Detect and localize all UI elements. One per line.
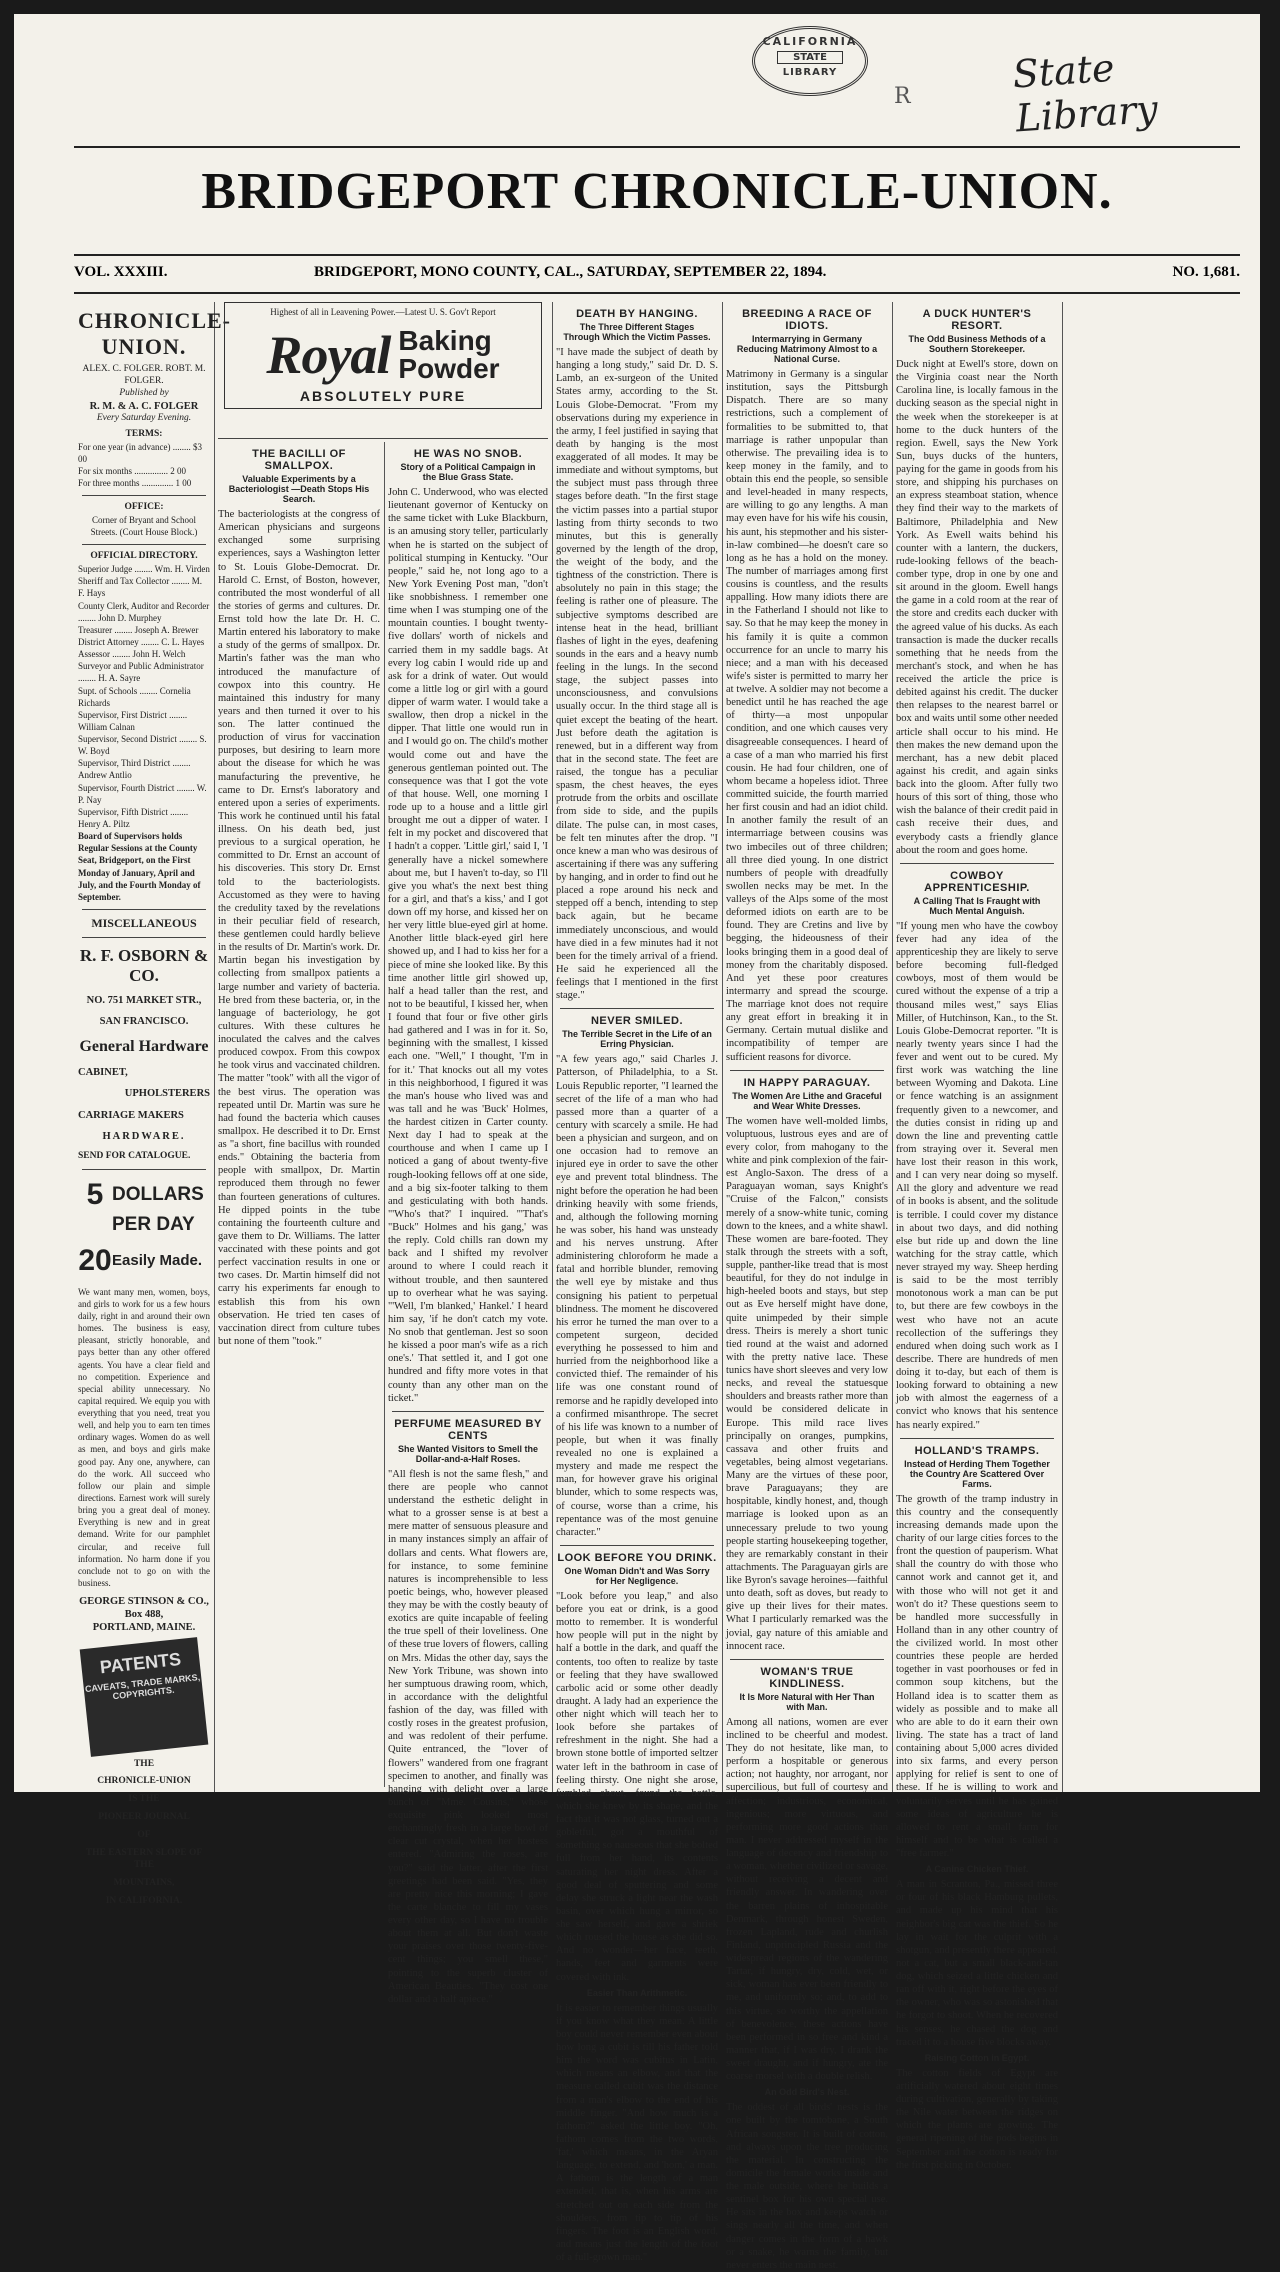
divider	[82, 937, 206, 938]
easily-made: Easily Made.	[112, 1252, 203, 1270]
baking-powder-label: Baking Powder	[398, 325, 500, 385]
article-body: "If young men who have the cowboy fever had any idea of the apprenticeship they are likely to serve before becoming full-fledged cowboys, most of them would be cured without the expense of a trip a thousand miles west," says Elias Miller, of Hutchinson, Kan., to the St. Louis Globe-Democrat reporter. "It is nearly twenty years since I had the fever and went out to be cured. My first work was watching the line between Wyoming and Dakota. Line or fence watching is an assignment frequently given to a newcomer, and the duties consist in riding up and down the line and preventing cattle from straying over it. Several men have lost their reason in this work, and I can very near doing so myself. All the glory and adventure we read of in books is absent, and the solitude is terrible. I could cover my distance in about two days, and did nothing else but ride up and down the line watching for the stray cattle, which never strayed my way. Sheep herding is said to be the most terribly monotonous work a man can be put to, but there are few cowboys in the west who have not an acute recollection of the sufferings they endured when doing such work as I describe. There are hundreds of men doing it to-day, but each of them is looking forward to obtaining a new job with almost the eagerness of a convict who knows that his sentence has nearly expired."	[896, 920, 1058, 1431]
article-headline: DEATH BY HANGING.	[576, 308, 698, 320]
article-subhead: The Terrible Secret in the Life of an Erring Physician.	[562, 1029, 712, 1050]
article-duck-hunter	[896, 302, 1058, 2171]
advertiser-city: SAN FRANCISCO.	[99, 1016, 189, 1028]
directory-entry: Supervisor, First District ........ William Calnan	[78, 709, 188, 732]
article-headline: PERFUME MEASURED BY CENTS	[394, 1417, 542, 1442]
advertiser-address: NO. 751 MARKET STR.,	[86, 995, 202, 1007]
article-subhead: Intermarrying in Germany Reducing Matrimony Almost to a National Curse.	[736, 334, 878, 364]
article-subhead: Easier Than Arithmetic.	[586, 1987, 688, 1998]
masthead-title: BRIDGEPORT CHRONICLE-UNION.	[201, 163, 1113, 220]
easily-row	[78, 1244, 210, 1278]
directory-entry: Supervisor, Third District ........ Andrew Antlio	[78, 758, 191, 781]
publishers: R. M. & A. C. FOLGER	[89, 400, 199, 412]
ad-line-upholsterers: UPHOLSTERERS	[124, 1088, 210, 1100]
hardware-heading: General Hardware	[79, 1038, 209, 1056]
ad-line-cabinet: CABINET,	[78, 1067, 128, 1079]
article-headline: IN HAPPY PARAGUAY.	[743, 1076, 871, 1089]
directory-entry: Supervisor, Fifth District ........ Henry A. Piltz	[78, 806, 189, 830]
pioneer-line: IN CALIFORNIA.	[105, 1895, 183, 1906]
advertiser-name: R. F. OSBORN & CO.	[79, 946, 209, 986]
article-headline: NEVER SMILED.	[590, 1015, 684, 1028]
article-headline: WOMAN'S TRUE KINDLINESS.	[760, 1665, 854, 1690]
article-body: "All flesh is not the same flesh," and there are people who cannot understand the esthetic delight in what to a grosser sense is at best a mere matter of sensuous pleasure and in many instances simply an affair of dollars and cents. What flowers are, for instance, to some feminine natures is incomprehensible to less poetic beings, who, however pleased they may be with the costly beauty of exotics are quite incapable of feeling the true spell of their loveliness. One of these true lovers of flowers, calling on Mrs. Midas the other day, says the New York Tribune, was shown into her sumptuous drawing room, which, in accordance with the delightful fashion of the day, was filled with costly roses in the greatest profusion, and was redolent of their perfume. Quite entranced, the "lover of flowers" wandered from one fragrant specimen to another, and finally was hanging with delight over a large bunch of "Mme. Cousins," whose exquisite pink looked most enchantingly fresh in a large bowl of clear cut crystal, when her hostess entered. "Admiring the roses, are you?" said the latter, after the first greetings had been said. "Yes, they are pretty nice this morning; I gave the carte blanche to fill my vases every other day, so I have no trouble about them at all. But don't waste your praises over those twenty-five-cent things; you smell these," pointing to the superb cluster of American Beauties. "They cost one dollar and a half apiece."	[388, 1468, 548, 2005]
article-headline: LOOK BEFORE YOU DRINK.	[557, 1551, 717, 1564]
article-headline: HE WAS NO SNOB.	[413, 448, 523, 460]
article-body: "I have made the subject of death by hanging a long study," said Dr. D. S. Lamb, an ex-surgeon of the United States army, according to the St. Louis Globe-Democrat. "From my observations during my experience in the army, I feel justified in saying that death by hanging is the most exaggerated of all modes. It may be immediate and without symptoms, but the subject must pass through three stages before death. "In the first stage the victim passes into a partial stupor lasting from thirty seconds to two minutes, but this is generally governed by the length of the drop, the weight of the body, and the tightness of the constriction. There is absolutely no pain in this stage; the feeling is rather one of pleasure. The subjective symptoms described are intense heat in the head, brilliant flashes of light in the eyes, deafening sounds in the ears and a heavy numb feeling in the lungs. In the second stage, the subject passes into unconsciousness, and convulsions usually occur. In the third stage all is quiet except the beating of the heart. Just before death the agitation is renewed, but in a different way from that in the second state. The feet are raised, the tongue has a peculiar spasm, the chest heaves, the eyes protrude from the orbits and oscillate from side to side, and the pupils dilate. The pulse can, in most cases, be felt ten minutes after the drop. "I once knew a man who was desirous of ascertaining if there was any suffering by hanging, and in order to find out he placed a rope around his neck and stepped off a bench, intending to step back again, but he became immediately unconscious, and would have died in a few minutes had it not been for the timely arrival of a friend. He said he experienced all the feelings that I mentioned in the first stage."	[556, 347, 718, 1002]
dollars-ad-text: We want many men, women, boys, and girls to work for us a few hours daily, right in and around their own homes. The business is easy, pleasant, strictly honorable, and pays better than any other offered agents. You have a clear field and no competition. Experience and special ability unnecessary. No capital required. We equip you with everything that you need, treat you well, and help you to earn ten times ordinary wages. Women do as well as men, and boys and girls make good pay. Any one, anywhere, can do the work. All succeed who follow our plain and simple directions. Earnest work will surely bring you a great deal of money. Everything is new and in great demand. Write for our pamphlet circular, and receive full information. No harm done if you conclude not to go on with the business.	[78, 1286, 210, 1589]
pioneer-line: OF	[137, 1830, 151, 1841]
pioneer-line: CHRONICLE-UNION	[97, 1776, 191, 1787]
article-subhead: The Three Different Stages Through Which the Victim Passes.	[563, 322, 711, 342]
column-separator	[214, 302, 215, 1792]
article-body: Among all nations, women are ever inclined to be cheerful and modest. They do not hesitate, like man, to perform a hospitable or generous action; not haughty, nor arrogant, nor supercilious, but full of courtesy and affection; industrious, economical, ingenious; more virtuous, and performing more good actions than man. I never addressed myself in the language of decency and friendship to a woman, whether civilized or savage, without receiving a decent and friendly answer. In wandering over the barren plains of inhospitable Denmark, through honest Sweden, frozen Lapland, rude and churlish Finland, unprincipled Russia and the widespread regions of the wandering Tartar, if hungry, dry, cold, wet, or sick, woman has ever been friendly to me, and uniformly so; and, to add to this virtue, so worthy the appellation of benevolence, these actions have been performed in so free and kind a manner that, if I was dry, I drank the sweet draught, and if hungry, ate the coarse morsel with a double relish.	[726, 1716, 888, 2083]
royal-ad-tagline: Highest of all in Leavening Power.—Latest U. S. Gov't Report	[270, 307, 496, 317]
masthead-top-rule	[74, 146, 1240, 148]
volume-number: VOL. XXXIII.	[74, 264, 168, 280]
ad-line-carriage: CARRIAGE MAKERS	[78, 1109, 184, 1121]
royal-logo: Royal	[266, 325, 391, 386]
divider	[82, 544, 206, 545]
article-headline: COWBOY APPRENTICESHIP.	[924, 869, 1030, 894]
directory-entry: County Clerk, Auditor and Recorder ........ John D. Murphey	[78, 600, 210, 623]
per-day: PER DAY	[112, 1213, 195, 1235]
dollars-word: DOLLARS	[112, 1183, 204, 1205]
article-subhead: The Women Are Lithe and Graceful and Wear White Dresses.	[732, 1090, 882, 1111]
article-headline: THE BACILLI OF SMALLPOX.	[252, 448, 346, 472]
divider	[560, 1008, 714, 1009]
stinson-city: PORTLAND, MAINE.	[92, 1622, 196, 1634]
divider	[900, 863, 1054, 864]
royal-ad-pure: ABSOLUTELY PURE	[299, 388, 467, 405]
article-headline: A DUCK HUNTER'S RESORT.	[922, 308, 1032, 332]
pioneer-line: MOUNTAINS,	[113, 1877, 175, 1888]
directory-entry: District Attorney ........ C. L. Hayes	[78, 636, 205, 647]
divider	[82, 1169, 206, 1170]
directory-entry: Superior Judge ........ Wm. H. Virden	[78, 564, 210, 575]
terms-line: For one year (in advance) ........ $3 00	[78, 441, 202, 464]
misc-heading: MISCELLANEOUS	[91, 916, 197, 931]
left-info-column	[78, 302, 232, 1906]
directory-entry: Supervisor, Fourth District ........ W. P. Nay	[78, 782, 207, 805]
newspaper-page	[14, 14, 1260, 2271]
pioneer-line: THE EASTERN SLOPE OF THE	[85, 1847, 203, 1870]
article-body: The growth of the tramp industry in this country and the consequently increasing demands made upon the charity of our large cities forces to the front the question of pauperism. What shall the country do with those who cannot work and cannot get it, and with those who will not get it and won't do it? These questions seem to be handled more successfully in Holland than in any other country of the civilized world. In most other countries these people are herded together in vast poorhouses or fed in common soup kitchens, but the Holland idea is to scatter them as widely as possible and to make all who are able to do it earn their own living. The state has a tract of land containing about 5,000 acres divided into six farms, and every person applying for relief is sent to one of these. If he is willing to work and voluntarily serves until he has gained some ideas of agriculture he is allowed to rent a small farm for himself and to be what is called a "free farmer."	[896, 1493, 1058, 1859]
handwritten-mark: R	[894, 84, 911, 109]
article-body: The women have well-molded limbs, voluptuous, lustrous eyes and are of every color, from mahogany to the white and pink complexion of the fair-est Anglo-Saxon. The dress of a Paraguayan woman, says Knight's "Cruise of the Falcon," consists merely of a snow-white tunic, coming down to the knees, and a white shawl. These women are bare-footed. They stalk through the streets with a soft, supple, panther-like tread that is most beautiful, for they do not indulge in high-heeled boots and stays, but step out as Eve herself might have done, quite unimpeded by their simple dress. Theirs is merely a short tunic tied round at the waist and adorned with the pretty native lace. These tunics have short sleeves and very low necks, and reveal the statuesque shoulders and breasts rather more than would be considered delicate in Europe. This mild race lives principally on oranges, pumpkins, cassava and other fruits and vegetables, being almost vegetarians. Many are the virtues of these poor, brave Paraguayans; they are hospitable, kindly honest, and, though marriage is looked upon as an unnecessary prelude to two young people starting housekeeping together, they are remarkably constant in their attachments. The Paraguayan girls are like Byron's savage heroines—faithful unto death, soft as doves, but ready to give up their lives for their mates. What I particularly remarked was the jovial, gay nature of this amiable and innocent race.	[726, 1115, 888, 1652]
office-address: Corner of Bryant and School Streets. (Court House Block.)	[90, 514, 198, 538]
article-bacilli	[218, 442, 380, 1787]
terms-heading: TERMS:	[125, 428, 163, 439]
office-heading: OFFICE:	[124, 502, 164, 513]
article-subhead: An Odd Bird's Nest.	[764, 2087, 850, 2098]
divider	[82, 909, 206, 910]
dateline	[74, 258, 1240, 288]
per-day-row	[78, 1214, 210, 1236]
terms-line: For three months .............. 1 00	[78, 477, 192, 488]
article-subhead: Valuable Experiments by a Bacteriologist —Death Stops His Search.	[228, 474, 370, 504]
article-subhead: The Odd Business Methods of a Southern Storekeeper.	[908, 334, 1046, 354]
article-body: The oddest of all birds' nests is the one built by the tomtobane, a South African songster. It is built of cotton, and always upon the tree producing the material. In constructing the domicile the female works inside and the male outside, where he builds a sentinel box for his own special use. He sits in the box and keeps watch or sings nearly all the time, and when danger comes in the form of a hawk or a snake, he warns the family, but never enters the main nest.	[726, 2102, 888, 2271]
publish-schedule: Every Saturday Evening.	[96, 412, 192, 423]
article-idiots	[726, 302, 888, 2271]
ad-line-hardware: HARDWARE.	[102, 1130, 186, 1142]
royal-baking-powder-ad	[218, 302, 548, 432]
article-subhead: She Wanted Visitors to Smell the Dollar-and-a-Half Roses.	[397, 1443, 539, 1464]
terms-line: For six months ............... 2 00	[78, 465, 187, 476]
column-separator	[384, 442, 385, 1787]
dollars-number: 5	[86, 1177, 104, 1211]
column-separator	[552, 302, 553, 1792]
divider	[560, 1545, 714, 1546]
divider	[392, 1411, 544, 1412]
article-hanging	[556, 302, 718, 2263]
article-subhead: One Woman Didn't and Was Sorry for Her Negligence.	[564, 1565, 710, 1586]
royal-ad-box	[224, 302, 542, 409]
handwritten-note: State Library	[1011, 45, 1160, 141]
directory-entry: Surveyor and Public Administrator ........ H. A. Sayre	[78, 661, 204, 684]
article-body: Duck night at Ewell's store, down on the Virginia coast near the North Carolina line, is locally famous in the ducking season as the special night in the week when the storekeeper is at home to the duck hunters of the region. Ewell, says the New York Sun, buys ducks of the hunters, paying for the game in goods from his store, and shipping his purchases on an express steamboat station, whence they find their way to the markets of Baltimore, Philadelphia and New York. As Ewell waits behind his counter with a lantern, the duckers, rude-looking fellows of the beach-comber type, drop in one by one and sit around in the gloom. Ewell hangs the game in a cold room at the rear of the store and credits each ducker with the agreed value of his ducks. As each transaction is made the ducker recalls something that he needs from the merchant's stock, and when he has received the article the price is debited against his credit. The ducker then relapses to the nearest barrel or box and waits until some other needed article shall occur to his mind. He then makes the new demand upon the merchant, has a new debit placed against his credit, and again sinks back into the gloom. After fully two hours of this sort of thing, those who wish the balance of their credit paid in cash receive their dues, and everybody casts a friendly glance about the room and goes home.	[896, 359, 1058, 856]
article-headline: HOLLAND'S TRAMPS.	[914, 1444, 1040, 1457]
article-body: "A few years ago," said Charles J. Patterson, of Philadelphia, to a St. Louis Republic reporter, "I learned the secret of the life of a man who had passed more than a quarter of a century with scarcely a smile. He had been a physician and surgeon, and on one occasion had to remove an injured eye in order to save the other eye and prevent total blindness. The night before the operation he had been drinking heavily with some friends, and, although the following morning he was sober, his hand was unsteady and his nerves unstrung. After administering chloroform he made a fatal and horrible blunder, removing the well eye by mistake and thus consigning his patient to perpetual blindness. The moment he discovered his error he turned the man over to a competent surgeon, decided everything he possessed to him and hurried from the neighborhood like a convicted thief. The remainder of his life was one constant round of remorse and he rapidly developed into a confirmed misanthrope. The secret of his life was known to a number of people, but when it was finally revealed no one is explained a mystery and made me respect the man, for however grave his original blunder, which to some respects was, of course, worse than a crime, his repentance was of the most genuine character."	[556, 1054, 718, 1538]
directory-entry: Assessor ........ John H. Welch	[78, 649, 186, 660]
article-subhead: A Canine Chicken Thief.	[925, 1864, 1029, 1875]
dateline-top-rule	[74, 254, 1240, 256]
pioneer-line: IS THE	[128, 1794, 160, 1805]
column-separator	[722, 302, 723, 1792]
article-subhead: Instead of Herding Them Together the Country Are Scattered Over Farms.	[904, 1458, 1050, 1489]
article-subhead: Story of a Political Campaign in the Blue Grass State.	[400, 462, 536, 482]
dollars-ad-row	[78, 1178, 210, 1212]
article-subhead: Raising Cotton in Egypt.	[924, 2052, 1030, 2063]
directory-entry: Supervisor, Second District ........ S. W. Boyd	[78, 734, 207, 757]
patents-ad: PATENTS CAVEATS, TRADE MARKS, COPYRIGHTS.	[80, 1637, 209, 1757]
article-body: It is easier to remember things usually if you know what they mean. A little boy could never remember even about how long a cubit is till his father told him the word was cubitus in Latin, which means an elbow, and that the measure called cubit was the distance from a man's elbow to the end of his middle finger. "And how much is a fathom?" asked the little boy. "Oh, fathom comes from the two words, 'fat,' which means, in the Aryan language, to extend, and 'hom,' a man. A fathom is the length of a man extended, that is, when his arms are stretched out on each side from the shoulders, from tip to tip of his fingers. The foot is an English word, and means just the length of the foot of a full-grown man."	[556, 2002, 718, 2263]
divider	[900, 1438, 1054, 1439]
editors: ALEX. C. FOLGER. ROBT. M. FOLGER.	[82, 364, 206, 386]
catalogue-link: SEND FOR CATALOGUE.	[78, 1150, 191, 1161]
paper-name: CHRONICLE-UNION.	[78, 308, 232, 359]
place-and-date: BRIDGEPORT, MONO COUNTY, CAL., SATURDAY, SEPTEMBER 22, 1894.	[314, 264, 827, 280]
divider	[218, 438, 548, 439]
article-subhead: A Calling That Is Fraught with Much Mental Anguish.	[913, 895, 1041, 916]
article-body: John C. Underwood, who was elected lieutenant governor of Kentucky on the same ticket with Luke Blackburn, is an amusing story teller, particularly when he is started on the subject of political stumping in Kentucky. "Our people," said he, not long ago to a New York Evening Post man, "don't like snobbishness. I remember one time when I was stumping one of the mountain counties. I bought twenty-five dollars' worth of nickels and carried them in my saddle bags. At every log cabin I would ride up and ask for a drink of water. Out would come a little log or girl with a gourd dipper of warm water. I would take a swallow, then drop a nickel in the dipper. That little one would run in and I would go on. The child's mother would come out and have the generous gentleman pointed out. The consequence was that I got the vote of that house. Well, one morning I rode up to a house and a little girl brought me out a dipper of water. I felt in my pocket and discovered that I hadn't a copper. 'Little girl,' said I, 'I generally have a nickel somewhere about me, but I haven't to-day, so I'll give you what's the next best thing for a girl, and that's a kiss,' and I got down off my horse, and kissed her on her very little blue-eyed girl at home. Another little black-eyed girl here showed up, and I had to kiss her for a piece of mine she looked like. By this time another little girl showed up, half a head taller than the rest, and not to be beautiful, I kissed her, when I found that four or five other girls had gathered and I was in for it. So, beginning with the smallest, I kissed each one. "Well," I thought, 'I'm in for it.' That knocks out all my votes in this neighborhood, I figured it was the man's house who lived was and was tall and he was 'Buck' Holmes, the hardest citizen in Carter county. Next day I had to speak at the courthouse and when I came up I noticed a gang of about twenty-five rough-looking fellows off at one side, and a big six-footer talking to them and gesticulating with both hands. "'Who's that?' I inquired. "'That's "Buck" Holmes and his gang,' was the reply. Cold chills ran down my back and I shifted my revolver around to where I could reach it without trouble, and then sauntered up to overhear what he was saying. "'Well, I'm blanked,' Hankel.' I heard him say, 'if he don't catch my vote. No snob that gentleman. Jest so soon he kissed a poor man's wife as a rich one's.' That settled it, and I got one hundred and fifty more votes in that county than any other man on the ticket."	[388, 487, 548, 1404]
article-headline: BREEDING A RACE OF IDIOTS.	[742, 308, 872, 332]
column-separator	[1062, 302, 1063, 1792]
stinson-box: Box 488,	[124, 1609, 164, 1621]
article-body: The cotton fields of Egypt are artificially watered about eight times during cultivation, generally by taking the Nile water between the ridges on which the plants are growing. The general ripening of the pods begins in September and the cotton is ready for the first picking in October.	[896, 2067, 1058, 2171]
divider	[82, 495, 206, 496]
published-by: Published by	[119, 387, 169, 398]
directory-entry: Treasurer ........ Joseph A. Brewer	[78, 624, 199, 635]
divider	[730, 1070, 884, 1071]
twenty-number: 20	[78, 1243, 112, 1277]
dateline-bottom-rule	[74, 292, 1240, 294]
pioneer-line: PIONEER JOURNAL	[98, 1812, 190, 1823]
royal-ad-brand	[229, 324, 537, 386]
article-subhead: It Is More Natural with Her Than with Man.	[739, 1691, 875, 1712]
article-snob	[388, 442, 548, 2005]
stinson-name: GEORGE STINSON & CO.,	[79, 1596, 209, 1608]
right-margin	[1066, 302, 1236, 1792]
board-note: Board of Supervisors holds Regular Sessions at the County Seat, Bridgeport, on the First Monday of January, April and July, and the Fourth Monday of September.	[78, 831, 201, 902]
pioneer-line: THE	[133, 1758, 155, 1769]
column-separator	[892, 302, 893, 1792]
divider	[730, 1659, 884, 1660]
issue-number: NO. 1,681.	[1172, 264, 1240, 280]
directory-entry: Sheriff and Tax Collector ........ M. F. Hays	[78, 576, 203, 599]
article-body: A man in Scranton, Pa., missed three or four of his black Hamburg pullets, and made up his mind that his neighbor's big cat was the thief. So he lay in wait for the culprit with a shotgun, and presently there appeared, not a cat, but a small black-and-tan dog, which seized a little chicken and ran off with it, right before the eyes of the owner, who was so astonished that he forgot to shoot. When he recovered his senses, he chased the dog and traced it to a house five blocks away.	[896, 1879, 1058, 2048]
library-stamp: CALIFORNIA STATE LIBRARY	[752, 26, 868, 96]
article-body: The bacteriologists at the congress of American physicians and surgeons exchanged some surprising experiences, says a Washington letter to St. Louis Globe-Democrat. Dr. Harold C. Ernst, of Boston, however, contributed the most wonderful of all the stories of germs and cultures. Dr. Ernst told how the late Dr. H. C. Martin entered his laboratory to make a study of the germs of smallpox. Dr. Martin's father was the man who introduced the manufacture of cowpox into this country. He maintained this industry for many years and then turned it over to his son. The latter continued the production of virus for vaccination purposes, but desiring to learn more about the disease for which he was manufacturing the preventive, he came to Dr. Ernst's laboratory and entered upon a series of experiments. This work he continued until his fatal illness. On his death bed, just previous to a surgical operation, he committed to Dr. Ernst an account of his discoveries. This story Dr. Ernst told to the bacteriologists. Accustomed as they were to having the credulity taxed by the revelations in their peculiar field of research, these gentlemen could hardly believe in the results of Dr. Martin's work. Dr. Martin began his investigation by collecting from smallpox patients a large number and variety of bacteria. He bred from these bacteria, or, in the language of bacteriology, he got cultures. With these cultures he inoculated the calves and the calves produced cowpox. From this cowpox he took virus and vaccinated children. The matter "took" with all the vigor of the best virus. The operation was repeated until Dr. Martin was sure he had found the bacteria which causes smallpox. He described it to Dr. Ernst as "a short, fine bacillus with rounded ends." Obtaining the bacteria from people with smallpox, Dr. Martin reproduced them through no fewer than fourteen generations of cultures. He dipped points in the tube containing the fourteenth culture and gave them to Dr. Williams. The latter vaccinated with these points and got perfect vaccination results in one or two cases. Dr. Martin himself did not carry his experiments far enough to establish this from his own observation. He tried ten cases of vaccination direct from culture tubes but none of them "took."	[218, 509, 380, 1347]
article-body: Matrimony in Germany is a singular institution, says the Pittsburgh Dispatch. There are so many restrictions, such a complement of formalities to be submitted to, that marriage is rather unpopular than otherwise. The prevailing idea is to keep money in the family, and to obtain this end the people, so sensible and level-headed in many respects, are willing to go any lengths. A man may even have for his wife his cousin, his aunt, his stepmother and his sister-in-law combined—he doesn't care so long as he has a hold on the money. The number of marriages among first cousins is countless, and the results appalling. How many idiots there are in the Fatherland I should not like to say. So that he may keep the money in his family it is quite a common occurrence for an uncle to marry his niece; and a man with his deceased wife's sister is permitted to marry her at twelve. A soldier may not become a benedict until he has reached the age of thirty—a most unpopular condition, and one which causes very disagreeable consequences. I heard of a case of a man who married his first cousin. He had four children, one of whom became a hopeless idiot. Three committed suicide, the fourth married her first cousin and had an idiot child. In another family the result of an intermarriage between cousins was two imbeciles out of three children; all three died young. In one district numbers of people with dreadfully swollen necks may be met. In the valleys of the Alps some of the most deformed idiots on earth are to be found. They are Cretins and live by begging, the hideousness of their looks bringing them in a good deal of money from the charitably disposed. And yet these poor creatures intermarry and spread the scourge. The marriage knot does not require any great effort in breaking it in Germany. Certain mutual dislike and incompatibility of temper are sufficient reasons for divorce.	[726, 369, 888, 1063]
article-body: "Look before you leap," and also before you eat or drink, is a good motto to remember. It is wonderful how people will put in the night by half a bottle in the dark, and quaff the contents, too often to realize by taste or feeling that they have swallowed carbolic acid or some other deadly draught. A lady had an experience the other night which will teach her to look before she partakes of refreshment in the night. She had a brown stone bottle of imported seltzer water left in the bathroom in case of feeling thirsty. One night she arose, fumbled about, found the bottle, which she knew by its shape, and the fact that it was not glass, turned out a gobletful, got a mouthful of something so nauseous that she bolted full from her hand, its contents saturating her night dress. After a good deal of sputtering and some delay she struck a light near the wash basin, over which hung a mirror, so she saw herself, and gave a shriek which roused the house as she did so. And no wonder—her face, teeth, hands, feet and garments were covered with ink.	[556, 1590, 718, 1983]
directory-heading: OFFICIAL DIRECTORY.	[90, 551, 198, 562]
directory-entry: Supt. of Schools ........ Cornelia Richards	[78, 685, 191, 708]
